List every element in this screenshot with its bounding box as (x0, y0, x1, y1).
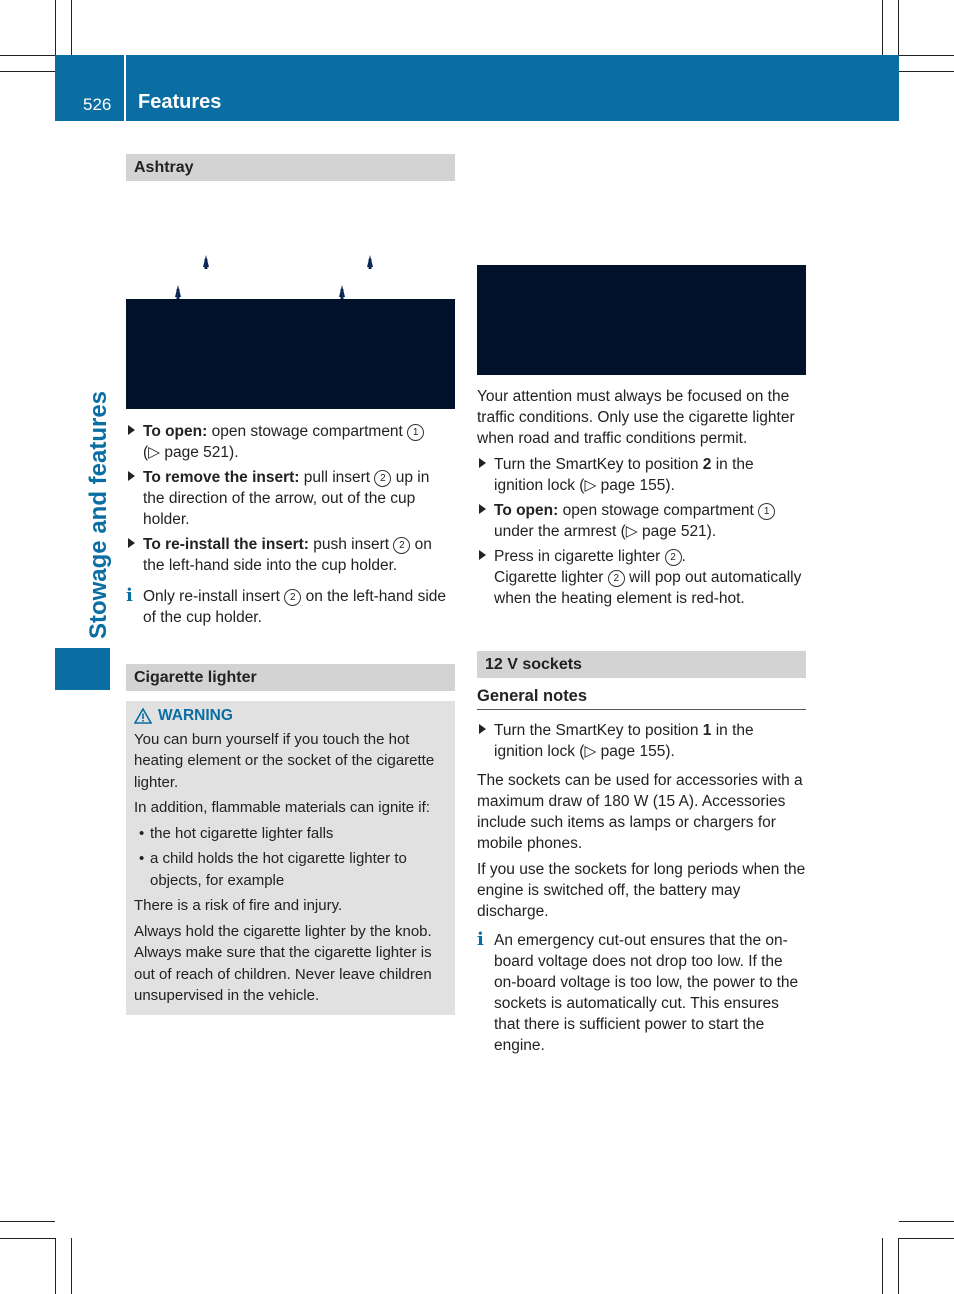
warning-bullet: • the hot cigarette lighter falls (134, 823, 447, 845)
ref-number: 1 (407, 424, 424, 441)
section-title: Features (138, 91, 222, 113)
warning-triangle-icon (134, 708, 152, 724)
lighter-step-press (477, 546, 806, 609)
warning-text: Always hold the cigarette lighter by the knob. Always make sure that the cigarette lighter is out of reach of children. Never leave children unsupervised in the vehicle. (134, 922, 432, 1004)
warning-box (126, 701, 455, 1015)
crop-mark (0, 1221, 55, 1222)
sockets-info-note (477, 930, 806, 1056)
position-number: 1 (702, 722, 712, 739)
step-text: push insert (308, 536, 394, 553)
step-text: under the armrest (▷ page 521). (494, 523, 717, 540)
note-text: An emergency cut-out ensures that the on-board voltage does not drop too low. If the on-board voltage is too low, the power to the sockets is automatically cut. This ensures that there is sufficient power to start the engine. (494, 932, 799, 1054)
ref-number: 2 (608, 570, 625, 587)
page-number: 526 (83, 95, 112, 114)
crop-mark (882, 0, 883, 55)
crop-mark (899, 55, 954, 56)
crop-mark (899, 1238, 954, 1239)
sockets-paragraph: If you use the sockets for long periods when the engine is switched off, the battery may discharge. (477, 861, 806, 920)
step-text: in the ignition lock (▷ page 155). (494, 722, 754, 760)
warning-text: In addition, flammable materials can ignite if: (134, 799, 430, 816)
general-notes-subheading: General notes (477, 686, 806, 710)
step-arrow-icon (479, 458, 486, 468)
step-text: Turn the SmartKey to position (494, 722, 703, 739)
sockets-step-smartkey (477, 720, 806, 762)
crop-mark (55, 1238, 56, 1294)
ref-number: 2 (665, 549, 682, 566)
crop-mark (899, 1221, 954, 1222)
step-text: on the left-hand side into the cup holder. (143, 536, 432, 574)
side-tab-marker (55, 648, 110, 690)
ref-number: 2 (374, 470, 391, 487)
step-arrow-icon (479, 724, 486, 734)
ashtray-step-reinstall (126, 534, 455, 576)
step-text: . (681, 548, 686, 565)
crop-mark (0, 71, 55, 72)
crop-mark (0, 1238, 55, 1239)
step-label: To open: (143, 423, 208, 440)
warning-text: You can burn yourself if you touch the hot heating element or the socket of the cigarette lighter. (134, 730, 435, 791)
step-text: in the ignition lock (▷ page 155). (494, 456, 754, 494)
sockets-heading: 12 V sockets (477, 651, 806, 678)
ashtray-heading: Ashtray (126, 154, 455, 181)
crop-mark (71, 0, 72, 55)
step-label: To open: (494, 502, 559, 519)
ashtray-step-remove (126, 467, 455, 530)
page-ref-link[interactable]: (▷ page 521). (143, 444, 239, 461)
lighter-illustration-area (477, 155, 806, 265)
header-divider (124, 55, 126, 121)
ref-number: 2 (393, 537, 410, 554)
crop-mark (898, 0, 899, 55)
warning-bullet: • a child holds the hot cigarette lighter to objects, for example (134, 848, 447, 891)
lighter-step-open (477, 500, 806, 542)
crop-mark (899, 71, 954, 72)
page-header (55, 55, 899, 121)
warning-header (134, 705, 447, 727)
step-text: Turn the SmartKey to position (494, 456, 703, 473)
step-text: Cigarette lighter (494, 569, 608, 586)
crop-mark (71, 1238, 72, 1294)
warning-text: There is a risk of fire and injury. (134, 897, 343, 914)
step-text: pull insert (299, 469, 375, 486)
crop-mark (882, 1238, 883, 1294)
right-column (477, 155, 806, 1056)
attention-text: Your attention must always be focused on the traffic conditions. Only use the cigarette lighter when road and traffic conditions permit. (477, 388, 795, 447)
warning-label: WARNING (158, 707, 233, 724)
ref-number: 2 (284, 589, 301, 606)
step-arrow-icon (128, 538, 135, 548)
cigarette-lighter-heading: Cigarette lighter (126, 664, 455, 691)
ashtray-step-open (126, 421, 455, 463)
step-text: open stowage compartment (558, 502, 759, 519)
step-arrow-icon (479, 550, 486, 560)
ashtray-info-note (126, 586, 455, 628)
ashtray-arrows (126, 181, 455, 299)
step-label: To re-install the insert: (143, 536, 309, 553)
step-arrow-icon (128, 471, 135, 481)
ashtray-illustration-area (126, 181, 455, 299)
info-icon: i (477, 929, 484, 950)
step-label: To remove the insert: (143, 469, 300, 486)
step-text: up in the direction of the arrow, out of the cup holder. (143, 469, 430, 528)
step-text: Press in cigarette lighter (494, 548, 665, 565)
crop-mark (898, 1238, 899, 1294)
step-text: will pop out automatically when the heating element is red-hot. (494, 569, 802, 607)
note-text: on the left-hand side of the cup holder. (143, 588, 447, 626)
step-arrow-icon (479, 504, 486, 514)
side-tab-label: Stowage and features (85, 390, 112, 640)
crop-mark (0, 55, 55, 56)
crop-mark (55, 0, 56, 55)
step-text: open stowage compartment (207, 423, 408, 440)
info-icon: i (126, 585, 133, 606)
ashtray-image (126, 299, 455, 409)
lighter-step-smartkey (477, 454, 806, 496)
left-column (126, 154, 455, 1015)
ref-number: 1 (758, 503, 775, 520)
step-arrow-icon (128, 425, 135, 435)
cigarette-lighter-image (477, 265, 806, 375)
note-text: Only re-install insert (143, 588, 285, 605)
position-number: 2 (702, 456, 712, 473)
sockets-paragraph: The sockets can be used for accessories with a maximum draw of 180 W (15 A). Accessories include such items as lamps or chargers for mobile phones. (477, 772, 803, 852)
